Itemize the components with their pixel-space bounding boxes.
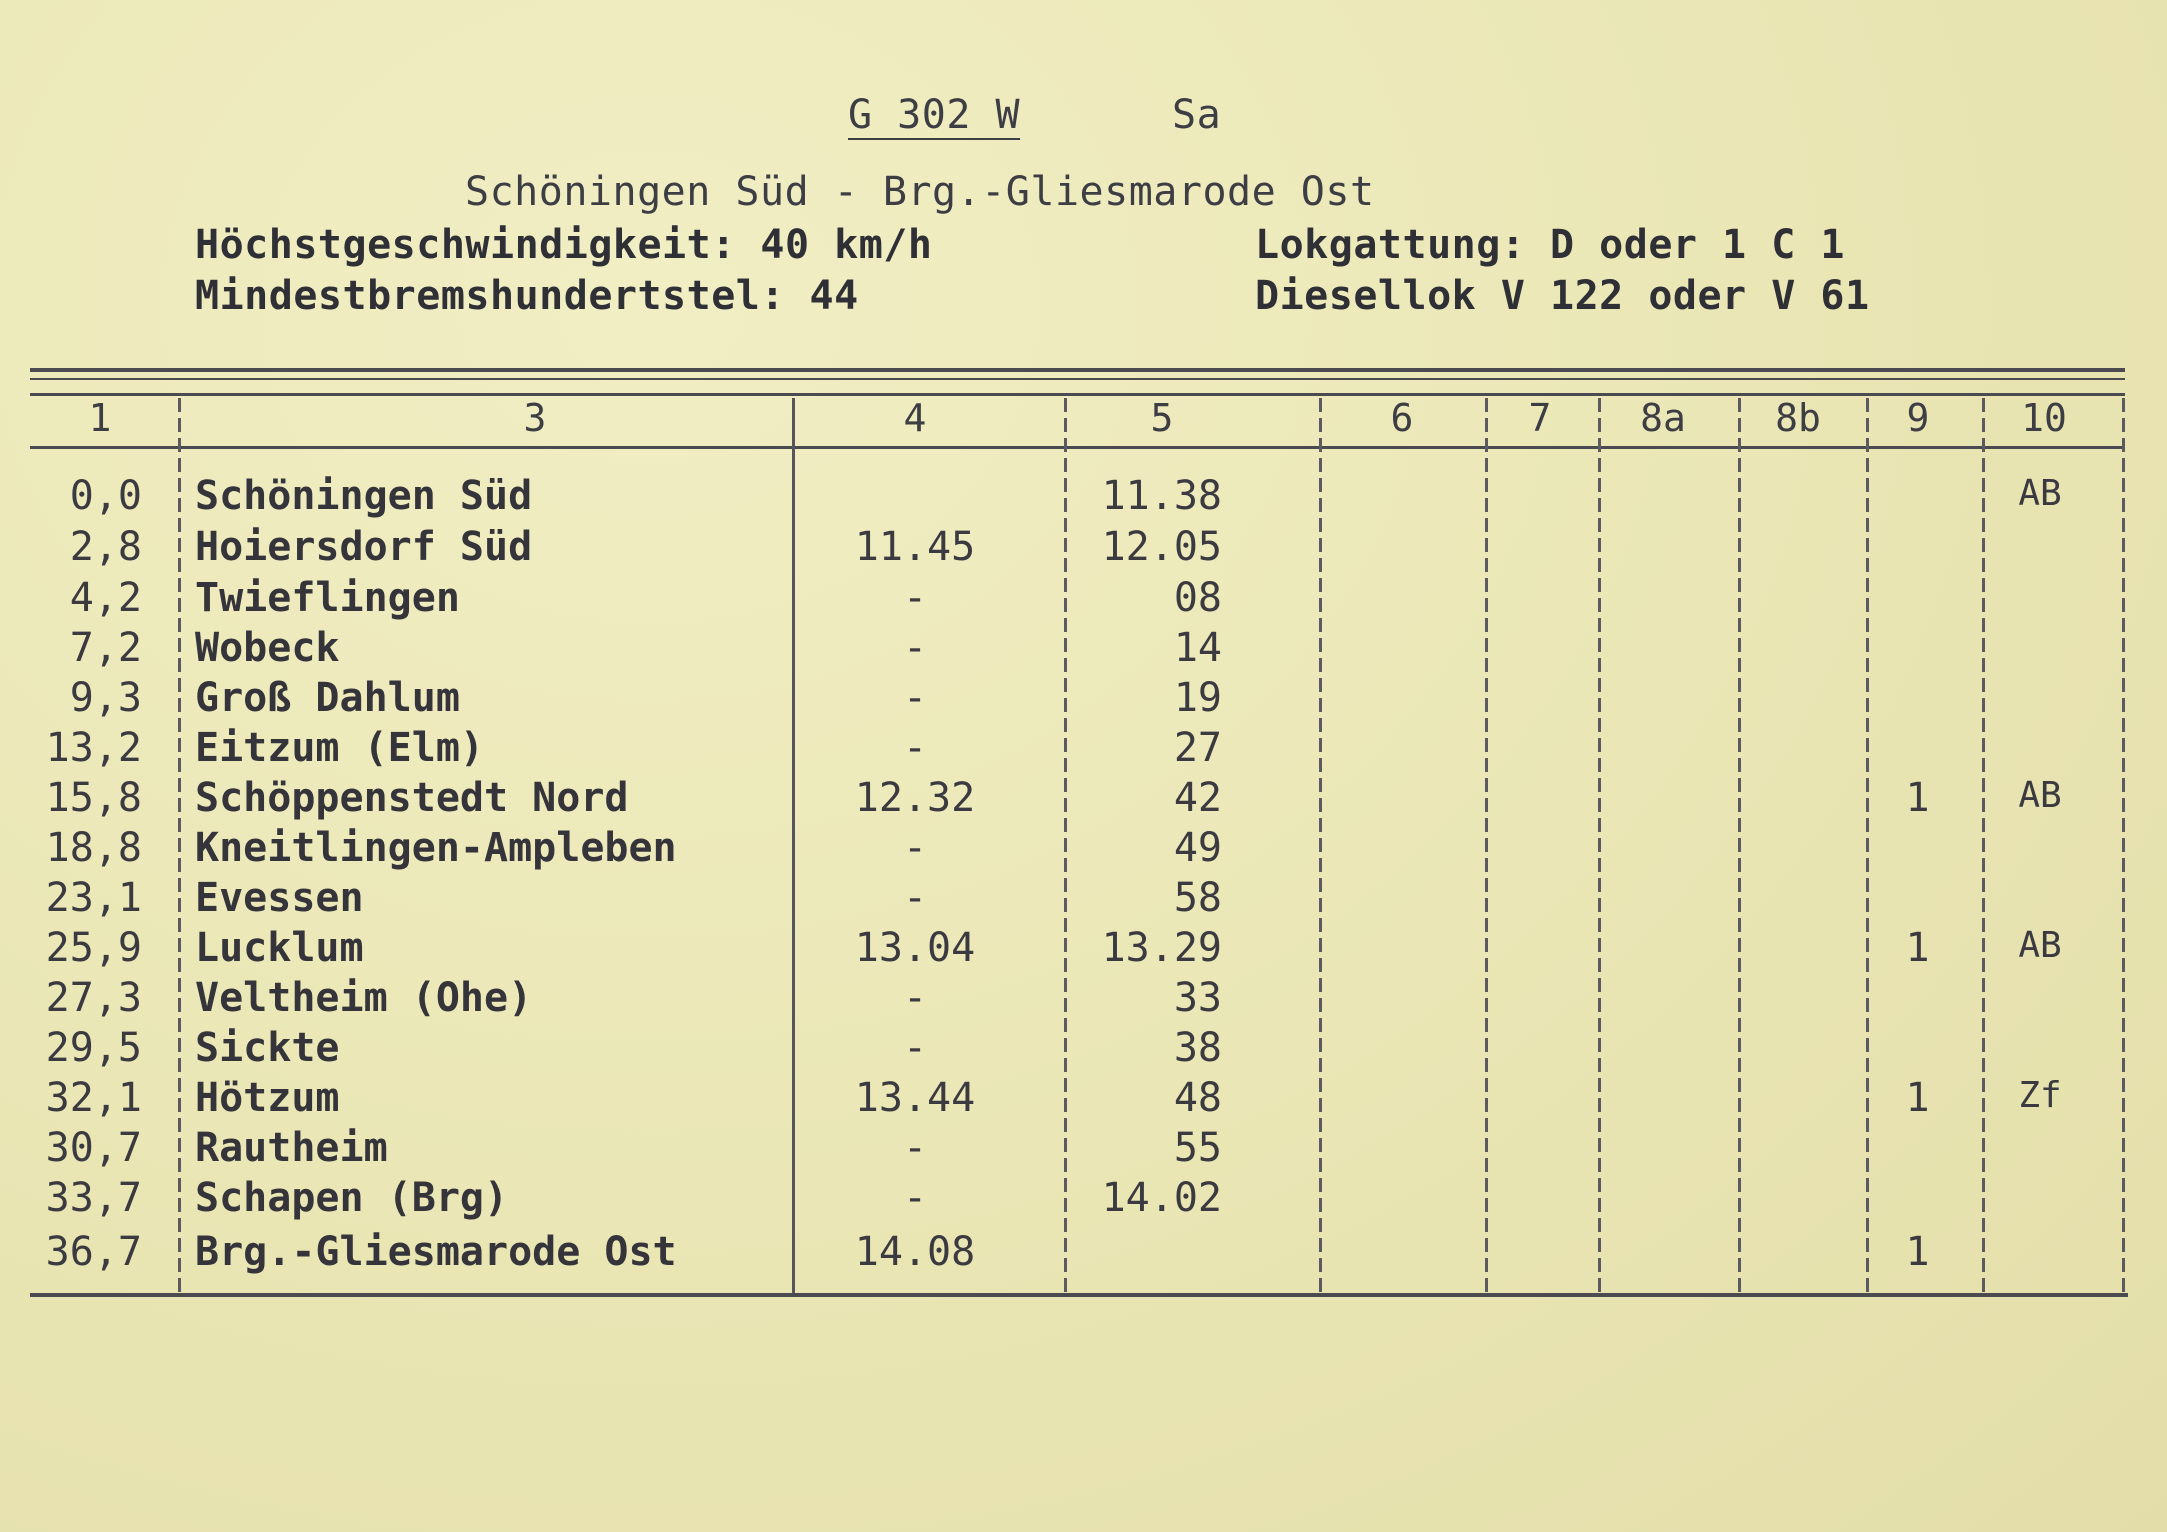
departure-cell: 27 <box>1173 725 1222 771</box>
column-header-8a: 8a <box>1640 396 1686 440</box>
km-cell: 18,8 <box>45 825 142 871</box>
arrival-cell: - <box>902 675 928 721</box>
km-cell: 27,3 <box>45 975 142 1021</box>
column-header-3: 3 <box>523 396 547 440</box>
departure-cell: 33 <box>1173 975 1222 1021</box>
table-bottom-rule <box>30 1293 2128 1297</box>
station-cell: Hötzum <box>195 1075 340 1121</box>
departure-cell: 14.02 <box>1101 1175 1222 1221</box>
column-9-cell: 1 <box>1905 775 1930 821</box>
departure-cell: 08 <box>1173 575 1222 621</box>
station-cell: Schöppenstedt Nord <box>195 775 629 821</box>
table-row <box>0 675 2167 728</box>
arrival-cell: - <box>902 725 928 771</box>
departure-cell: 55 <box>1173 1125 1222 1171</box>
arrival-cell: 13.44 <box>854 1075 976 1121</box>
column-9-cell: 1 <box>1905 1075 1930 1121</box>
station-cell: Wobeck <box>195 625 340 671</box>
departure-cell: 14 <box>1173 625 1222 671</box>
departure-cell: 58 <box>1173 875 1222 921</box>
station-cell: Kneitlingen-Ampleben <box>195 825 677 871</box>
km-cell: 25,9 <box>45 925 142 971</box>
table-row <box>0 875 2167 928</box>
table-row <box>0 775 2167 828</box>
table-row <box>0 1175 2167 1228</box>
column-header-5: 5 <box>1150 396 1174 440</box>
day-code: Sa <box>1172 92 1222 138</box>
station-cell: Lucklum <box>195 925 364 971</box>
column-9-cell: 1 <box>1905 1229 1930 1275</box>
table-top-rule-2 <box>30 378 2125 380</box>
station-cell: Schapen (Brg) <box>195 1175 509 1221</box>
km-cell: 2,8 <box>69 524 142 570</box>
table-row <box>0 1125 2167 1178</box>
column-header-4: 4 <box>903 396 927 440</box>
table-row <box>0 825 2167 878</box>
station-cell: Groß Dahlum <box>195 675 460 721</box>
column-9-cell: 1 <box>1905 925 1930 971</box>
km-cell: 0,0 <box>69 473 142 519</box>
departure-cell: 42 <box>1173 775 1222 821</box>
arrival-cell: - <box>902 575 928 621</box>
table-row <box>0 725 2167 778</box>
km-cell: 15,8 <box>45 775 142 821</box>
arrival-cell: 13.04 <box>854 925 976 971</box>
km-cell: 29,5 <box>45 1025 142 1071</box>
column-header-1: 1 <box>88 396 112 440</box>
arrival-cell: - <box>902 1025 928 1071</box>
table-row <box>0 1229 2167 1282</box>
max-speed-label: Höchstgeschwindigkeit: 40 km/h <box>195 222 933 268</box>
table-row <box>0 473 2167 526</box>
train-number: G 302 W <box>848 92 1021 138</box>
column-header-8b: 8b <box>1775 396 1821 440</box>
km-cell: 4,2 <box>69 575 142 621</box>
locomotive-class-label: Lokgattung: D oder 1 C 1 <box>1255 222 1845 268</box>
diesel-locomotive-label: Diesellok V 122 oder V 61 <box>1255 273 1870 319</box>
station-cell: Eitzum (Elm) <box>195 725 484 771</box>
column-10-cell: AB <box>2018 473 2062 514</box>
column-10-cell: Zf <box>2018 1075 2062 1116</box>
column-header-6: 6 <box>1390 396 1414 440</box>
km-cell: 9,3 <box>69 675 142 721</box>
station-cell: Sickte <box>195 1025 340 1071</box>
departure-cell: 11.38 <box>1101 473 1222 519</box>
table-row <box>0 575 2167 628</box>
km-cell: 30,7 <box>45 1125 142 1171</box>
departure-cell: 48 <box>1173 1075 1222 1121</box>
arrival-cell: 14.08 <box>854 1229 976 1275</box>
station-cell: Schöningen Süd <box>195 473 533 519</box>
header-bottom-rule <box>30 446 2125 449</box>
station-cell: Brg.-Gliesmarode Ost <box>195 1229 677 1275</box>
column-header-9: 9 <box>1906 396 1930 440</box>
arrival-cell: - <box>902 1175 928 1221</box>
station-cell: Rautheim <box>195 1125 388 1171</box>
brake-percentage-label: Mindestbremshundertstel: 44 <box>195 273 859 319</box>
km-cell: 33,7 <box>45 1175 142 1221</box>
station-cell: Hoiersdorf Süd <box>195 524 533 570</box>
station-cell: Veltheim (Ohe) <box>195 975 533 1021</box>
station-cell: Twieflingen <box>195 575 460 621</box>
arrival-cell: 12.32 <box>854 775 976 821</box>
table-row <box>0 975 2167 1028</box>
km-cell: 23,1 <box>45 875 142 921</box>
departure-cell: 38 <box>1173 1025 1222 1071</box>
arrival-cell: 11.45 <box>854 524 976 570</box>
km-cell: 7,2 <box>69 625 142 671</box>
route-title: Schöningen Süd - Brg.-Gliesmarode Ost <box>465 169 1375 215</box>
arrival-cell: - <box>902 625 928 671</box>
arrival-cell: - <box>902 1125 928 1171</box>
table-row <box>0 625 2167 678</box>
departure-cell: 49 <box>1173 825 1222 871</box>
table-top-rule <box>30 368 2125 372</box>
table-row <box>0 925 2167 978</box>
column-10-cell: AB <box>2018 925 2062 966</box>
column-header-10: 10 <box>2021 396 2067 440</box>
departure-cell: 19 <box>1173 675 1222 721</box>
table-row <box>0 1075 2167 1128</box>
departure-cell: 13.29 <box>1101 925 1222 971</box>
table-row <box>0 524 2167 577</box>
arrival-cell: - <box>902 825 928 871</box>
arrival-cell: - <box>902 975 928 1021</box>
column-10-cell: AB <box>2018 775 2062 816</box>
km-cell: 32,1 <box>45 1075 142 1121</box>
table-row <box>0 1025 2167 1078</box>
km-cell: 36,7 <box>45 1229 142 1275</box>
station-cell: Evessen <box>195 875 364 921</box>
arrival-cell: - <box>902 875 928 921</box>
departure-cell: 12.05 <box>1101 524 1222 570</box>
km-cell: 13,2 <box>45 725 142 771</box>
column-header-7: 7 <box>1528 396 1552 440</box>
